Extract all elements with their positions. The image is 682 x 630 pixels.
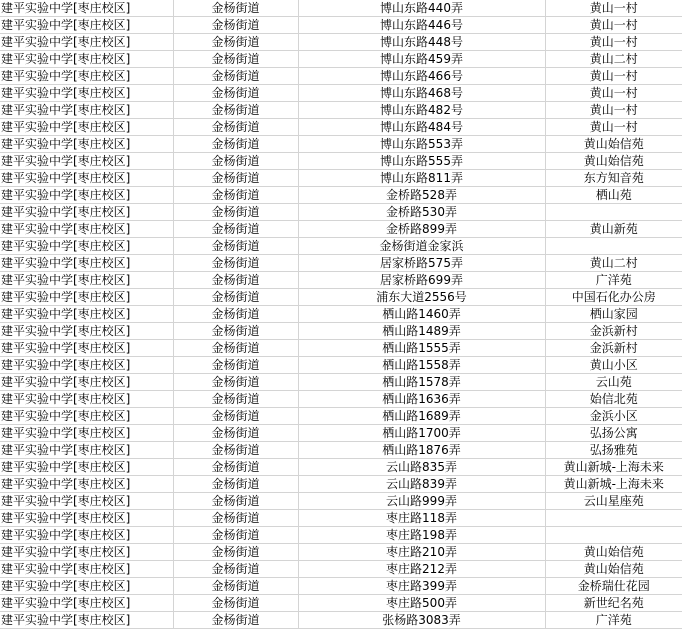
- community-cell[interactable]: 栖山家园: [545, 306, 682, 323]
- school-cell[interactable]: 建平实验中学[枣庄校区]: [0, 85, 173, 102]
- school-cell[interactable]: 建平实验中学[枣庄校区]: [0, 408, 173, 425]
- table-row: [0, 289, 682, 306]
- address-cell[interactable]: 金桥路530弄: [298, 204, 545, 221]
- school-cell[interactable]: 建平实验中学[枣庄校区]: [0, 51, 173, 68]
- address-cell[interactable]: 居家桥路575弄: [298, 255, 545, 272]
- community-cell[interactable]: 黄山一村: [545, 17, 682, 34]
- table-row: [0, 153, 682, 170]
- school-cell[interactable]: 建平实验中学[枣庄校区]: [0, 476, 173, 493]
- school-cell[interactable]: 建平实验中学[枣庄校区]: [0, 544, 173, 561]
- street-cell[interactable]: 金杨街道: [173, 204, 298, 221]
- school-cell[interactable]: 建平实验中学[枣庄校区]: [0, 255, 173, 272]
- community-cell[interactable]: 黄山小区: [545, 357, 682, 374]
- table-row: [0, 221, 682, 238]
- address-cell[interactable]: 博山东路448号: [298, 34, 545, 51]
- table-row: [0, 493, 682, 510]
- street-cell[interactable]: 金杨街道: [173, 476, 298, 493]
- table-row: [0, 442, 682, 459]
- community-cell[interactable]: 云山苑: [545, 374, 682, 391]
- address-cell[interactable]: 栖山路1700弄: [298, 425, 545, 442]
- school-cell[interactable]: 建平实验中学[枣庄校区]: [0, 527, 173, 544]
- table-row: [0, 578, 682, 595]
- table-row: [0, 187, 682, 204]
- table-row: [0, 170, 682, 187]
- address-cell[interactable]: 栖山路1555弄: [298, 340, 545, 357]
- street-cell[interactable]: 金杨街道: [173, 612, 298, 629]
- street-cell[interactable]: 金杨街道: [173, 323, 298, 340]
- street-cell[interactable]: 金杨街道: [173, 578, 298, 595]
- table-row: [0, 238, 682, 255]
- table-row: [0, 510, 682, 527]
- school-cell[interactable]: 建平实验中学[枣庄校区]: [0, 153, 173, 170]
- community-cell[interactable]: 新世纪名苑: [545, 595, 682, 612]
- table-row: [0, 17, 682, 34]
- community-cell[interactable]: 黄山一村: [545, 68, 682, 85]
- street-cell[interactable]: 金杨街道: [173, 391, 298, 408]
- school-cell[interactable]: 建平实验中学[枣庄校区]: [0, 612, 173, 629]
- table-row: [0, 374, 682, 391]
- school-cell[interactable]: 建平实验中学[枣庄校区]: [0, 493, 173, 510]
- community-cell[interactable]: 黄山始信苑: [545, 136, 682, 153]
- address-cell[interactable]: 金杨街道金家浜: [298, 238, 545, 255]
- school-cell[interactable]: 建平实验中学[枣庄校区]: [0, 306, 173, 323]
- school-cell[interactable]: 建平实验中学[枣庄校区]: [0, 374, 173, 391]
- community-cell[interactable]: 金浜新村: [545, 340, 682, 357]
- table-row: [0, 323, 682, 340]
- street-cell[interactable]: 金杨街道: [173, 68, 298, 85]
- table-row: [0, 612, 682, 629]
- street-cell[interactable]: 金杨街道: [173, 153, 298, 170]
- street-cell[interactable]: 金杨街道: [173, 136, 298, 153]
- street-cell[interactable]: 金杨街道: [173, 595, 298, 612]
- table-row: [0, 51, 682, 68]
- address-cell[interactable]: 枣庄路212弄: [298, 561, 545, 578]
- street-cell[interactable]: 金杨街道: [173, 17, 298, 34]
- community-cell[interactable]: 黄山始信苑: [545, 544, 682, 561]
- table-row: [0, 119, 682, 136]
- community-cell[interactable]: 黄山一村: [545, 102, 682, 119]
- address-cell[interactable]: 博山东路811弄: [298, 170, 545, 187]
- school-cell[interactable]: 建平实验中学[枣庄校区]: [0, 357, 173, 374]
- community-cell[interactable]: [545, 238, 682, 255]
- school-cell[interactable]: 建平实验中学[枣庄校区]: [0, 578, 173, 595]
- community-cell[interactable]: [545, 527, 682, 544]
- address-cell[interactable]: 居家桥路699弄: [298, 272, 545, 289]
- table-row: [0, 527, 682, 544]
- community-cell[interactable]: 金桥瑞仕花园: [545, 578, 682, 595]
- street-cell[interactable]: 金杨街道: [173, 357, 298, 374]
- community-cell[interactable]: 中国石化办公房: [545, 289, 682, 306]
- school-cell[interactable]: 建平实验中学[枣庄校区]: [0, 561, 173, 578]
- address-cell[interactable]: 金桥路899弄: [298, 221, 545, 238]
- table-row: [0, 0, 682, 17]
- school-cell[interactable]: 建平实验中学[枣庄校区]: [0, 595, 173, 612]
- address-cell[interactable]: 栖山路1489弄: [298, 323, 545, 340]
- table-row: [0, 68, 682, 85]
- address-cell[interactable]: 金桥路528弄: [298, 187, 545, 204]
- school-cell[interactable]: 建平实验中学[枣庄校区]: [0, 187, 173, 204]
- address-cell[interactable]: 云山路999弄: [298, 493, 545, 510]
- address-cell[interactable]: 浦东大道2556号: [298, 289, 545, 306]
- community-cell[interactable]: 黄山一村: [545, 34, 682, 51]
- table-row: [0, 408, 682, 425]
- school-cell[interactable]: 建平实验中学[枣庄校区]: [0, 323, 173, 340]
- street-cell[interactable]: 金杨街道: [173, 425, 298, 442]
- address-cell[interactable]: 张杨路3083弄: [298, 612, 545, 629]
- community-cell[interactable]: 东方知音苑: [545, 170, 682, 187]
- street-cell[interactable]: 金杨街道: [173, 221, 298, 238]
- school-cell[interactable]: 建平实验中学[枣庄校区]: [0, 510, 173, 527]
- street-cell[interactable]: 金杨街道: [173, 374, 298, 391]
- street-cell[interactable]: 金杨街道: [173, 34, 298, 51]
- address-cell[interactable]: 栖山路1578弄: [298, 374, 545, 391]
- street-cell[interactable]: 金杨街道: [173, 85, 298, 102]
- table-row: [0, 136, 682, 153]
- school-cell[interactable]: 建平实验中学[枣庄校区]: [0, 136, 173, 153]
- school-cell[interactable]: 建平实验中学[枣庄校区]: [0, 459, 173, 476]
- street-cell[interactable]: 金杨街道: [173, 510, 298, 527]
- table-row: [0, 340, 682, 357]
- school-cell[interactable]: 建平实验中学[枣庄校区]: [0, 68, 173, 85]
- community-cell[interactable]: 黄山新城-上海未来: [545, 459, 682, 476]
- school-cell[interactable]: 建平实验中学[枣庄校区]: [0, 119, 173, 136]
- community-cell[interactable]: 云山星座苑: [545, 493, 682, 510]
- street-cell[interactable]: 金杨街道: [173, 408, 298, 425]
- community-cell[interactable]: [545, 510, 682, 527]
- address-cell[interactable]: 博山东路553弄: [298, 136, 545, 153]
- community-cell[interactable]: 黄山二村: [545, 51, 682, 68]
- address-cell[interactable]: 博山东路555弄: [298, 153, 545, 170]
- address-cell[interactable]: 枣庄路399弄: [298, 578, 545, 595]
- street-cell[interactable]: 金杨街道: [173, 306, 298, 323]
- street-cell[interactable]: 金杨街道: [173, 289, 298, 306]
- street-cell[interactable]: 金杨街道: [173, 238, 298, 255]
- community-cell[interactable]: 广洋苑: [545, 272, 682, 289]
- address-cell[interactable]: 栖山路1689弄: [298, 408, 545, 425]
- street-cell[interactable]: 金杨街道: [173, 442, 298, 459]
- community-cell[interactable]: 金浜新村: [545, 323, 682, 340]
- community-cell[interactable]: 黄山新苑: [545, 221, 682, 238]
- school-cell[interactable]: 建平实验中学[枣庄校区]: [0, 442, 173, 459]
- street-cell[interactable]: 金杨街道: [173, 272, 298, 289]
- street-cell[interactable]: 金杨街道: [173, 527, 298, 544]
- school-cell[interactable]: 建平实验中学[枣庄校区]: [0, 221, 173, 238]
- table-row: [0, 357, 682, 374]
- address-cell[interactable]: 博山东路468号: [298, 85, 545, 102]
- school-cell[interactable]: 建平实验中学[枣庄校区]: [0, 391, 173, 408]
- address-cell[interactable]: 枣庄路198弄: [298, 527, 545, 544]
- table-row: [0, 561, 682, 578]
- address-cell[interactable]: 栖山路1460弄: [298, 306, 545, 323]
- community-cell[interactable]: 黄山一村: [545, 85, 682, 102]
- address-cell[interactable]: 博山东路484号: [298, 119, 545, 136]
- address-cell[interactable]: 枣庄路210弄: [298, 544, 545, 561]
- table-row: [0, 595, 682, 612]
- table-row: [0, 34, 682, 51]
- table-row: [0, 459, 682, 476]
- table-row: [0, 476, 682, 493]
- table-row: [0, 306, 682, 323]
- street-cell[interactable]: 金杨街道: [173, 340, 298, 357]
- street-cell[interactable]: 金杨街道: [173, 544, 298, 561]
- street-cell[interactable]: 金杨街道: [173, 493, 298, 510]
- address-cell[interactable]: 云山路835弄: [298, 459, 545, 476]
- school-cell[interactable]: 建平实验中学[枣庄校区]: [0, 102, 173, 119]
- table-row: [0, 425, 682, 442]
- street-cell[interactable]: 金杨街道: [173, 102, 298, 119]
- table-row: [0, 102, 682, 119]
- school-cell[interactable]: 建平实验中学[枣庄校区]: [0, 34, 173, 51]
- street-cell[interactable]: 金杨街道: [173, 0, 298, 17]
- street-cell[interactable]: 金杨街道: [173, 459, 298, 476]
- address-cell[interactable]: 博山东路482号: [298, 102, 545, 119]
- school-cell[interactable]: 建平实验中学[枣庄校区]: [0, 425, 173, 442]
- street-cell[interactable]: 金杨街道: [173, 170, 298, 187]
- street-cell[interactable]: 金杨街道: [173, 119, 298, 136]
- street-cell[interactable]: 金杨街道: [173, 51, 298, 68]
- street-cell[interactable]: 金杨街道: [173, 187, 298, 204]
- community-cell[interactable]: 金浜小区: [545, 408, 682, 425]
- school-cell[interactable]: 建平实验中学[枣庄校区]: [0, 204, 173, 221]
- address-cell[interactable]: 栖山路1558弄: [298, 357, 545, 374]
- school-cell[interactable]: 建平实验中学[枣庄校区]: [0, 0, 173, 17]
- address-cell[interactable]: 博山东路466号: [298, 68, 545, 85]
- community-cell[interactable]: [545, 204, 682, 221]
- table-row: [0, 544, 682, 561]
- community-cell[interactable]: 弘扬雅苑: [545, 442, 682, 459]
- community-cell[interactable]: 广洋苑: [545, 612, 682, 629]
- community-cell[interactable]: 黄山一村: [545, 0, 682, 17]
- school-cell[interactable]: 建平实验中学[枣庄校区]: [0, 289, 173, 306]
- community-cell[interactable]: 黄山始信苑: [545, 153, 682, 170]
- table-row: [0, 255, 682, 272]
- address-cell[interactable]: 栖山路1636弄: [298, 391, 545, 408]
- community-cell[interactable]: 黄山始信苑: [545, 561, 682, 578]
- community-cell[interactable]: 栖山苑: [545, 187, 682, 204]
- community-cell[interactable]: 始信北苑: [545, 391, 682, 408]
- table-row: [0, 85, 682, 102]
- address-cell[interactable]: 栖山路1876弄: [298, 442, 545, 459]
- street-cell[interactable]: 金杨街道: [173, 561, 298, 578]
- school-cell[interactable]: 建平实验中学[枣庄校区]: [0, 272, 173, 289]
- address-cell[interactable]: 枣庄路500弄: [298, 595, 545, 612]
- street-cell[interactable]: 金杨街道: [173, 255, 298, 272]
- community-cell[interactable]: 黄山一村: [545, 119, 682, 136]
- address-cell[interactable]: 博山东路440弄: [298, 0, 545, 17]
- school-cell[interactable]: 建平实验中学[枣庄校区]: [0, 238, 173, 255]
- address-cell[interactable]: 枣庄路118弄: [298, 510, 545, 527]
- table-row: [0, 391, 682, 408]
- table-row: [0, 204, 682, 221]
- school-cell[interactable]: 建平实验中学[枣庄校区]: [0, 340, 173, 357]
- school-cell[interactable]: 建平实验中学[枣庄校区]: [0, 17, 173, 34]
- community-cell[interactable]: 弘扬公寓: [545, 425, 682, 442]
- address-cell[interactable]: 博山东路446号: [298, 17, 545, 34]
- table-row: [0, 272, 682, 289]
- address-cell[interactable]: 博山东路459弄: [298, 51, 545, 68]
- community-cell[interactable]: 黄山新城-上海未来: [545, 476, 682, 493]
- community-cell[interactable]: 黄山二村: [545, 255, 682, 272]
- address-cell[interactable]: 云山路839弄: [298, 476, 545, 493]
- school-cell[interactable]: 建平实验中学[枣庄校区]: [0, 170, 173, 187]
